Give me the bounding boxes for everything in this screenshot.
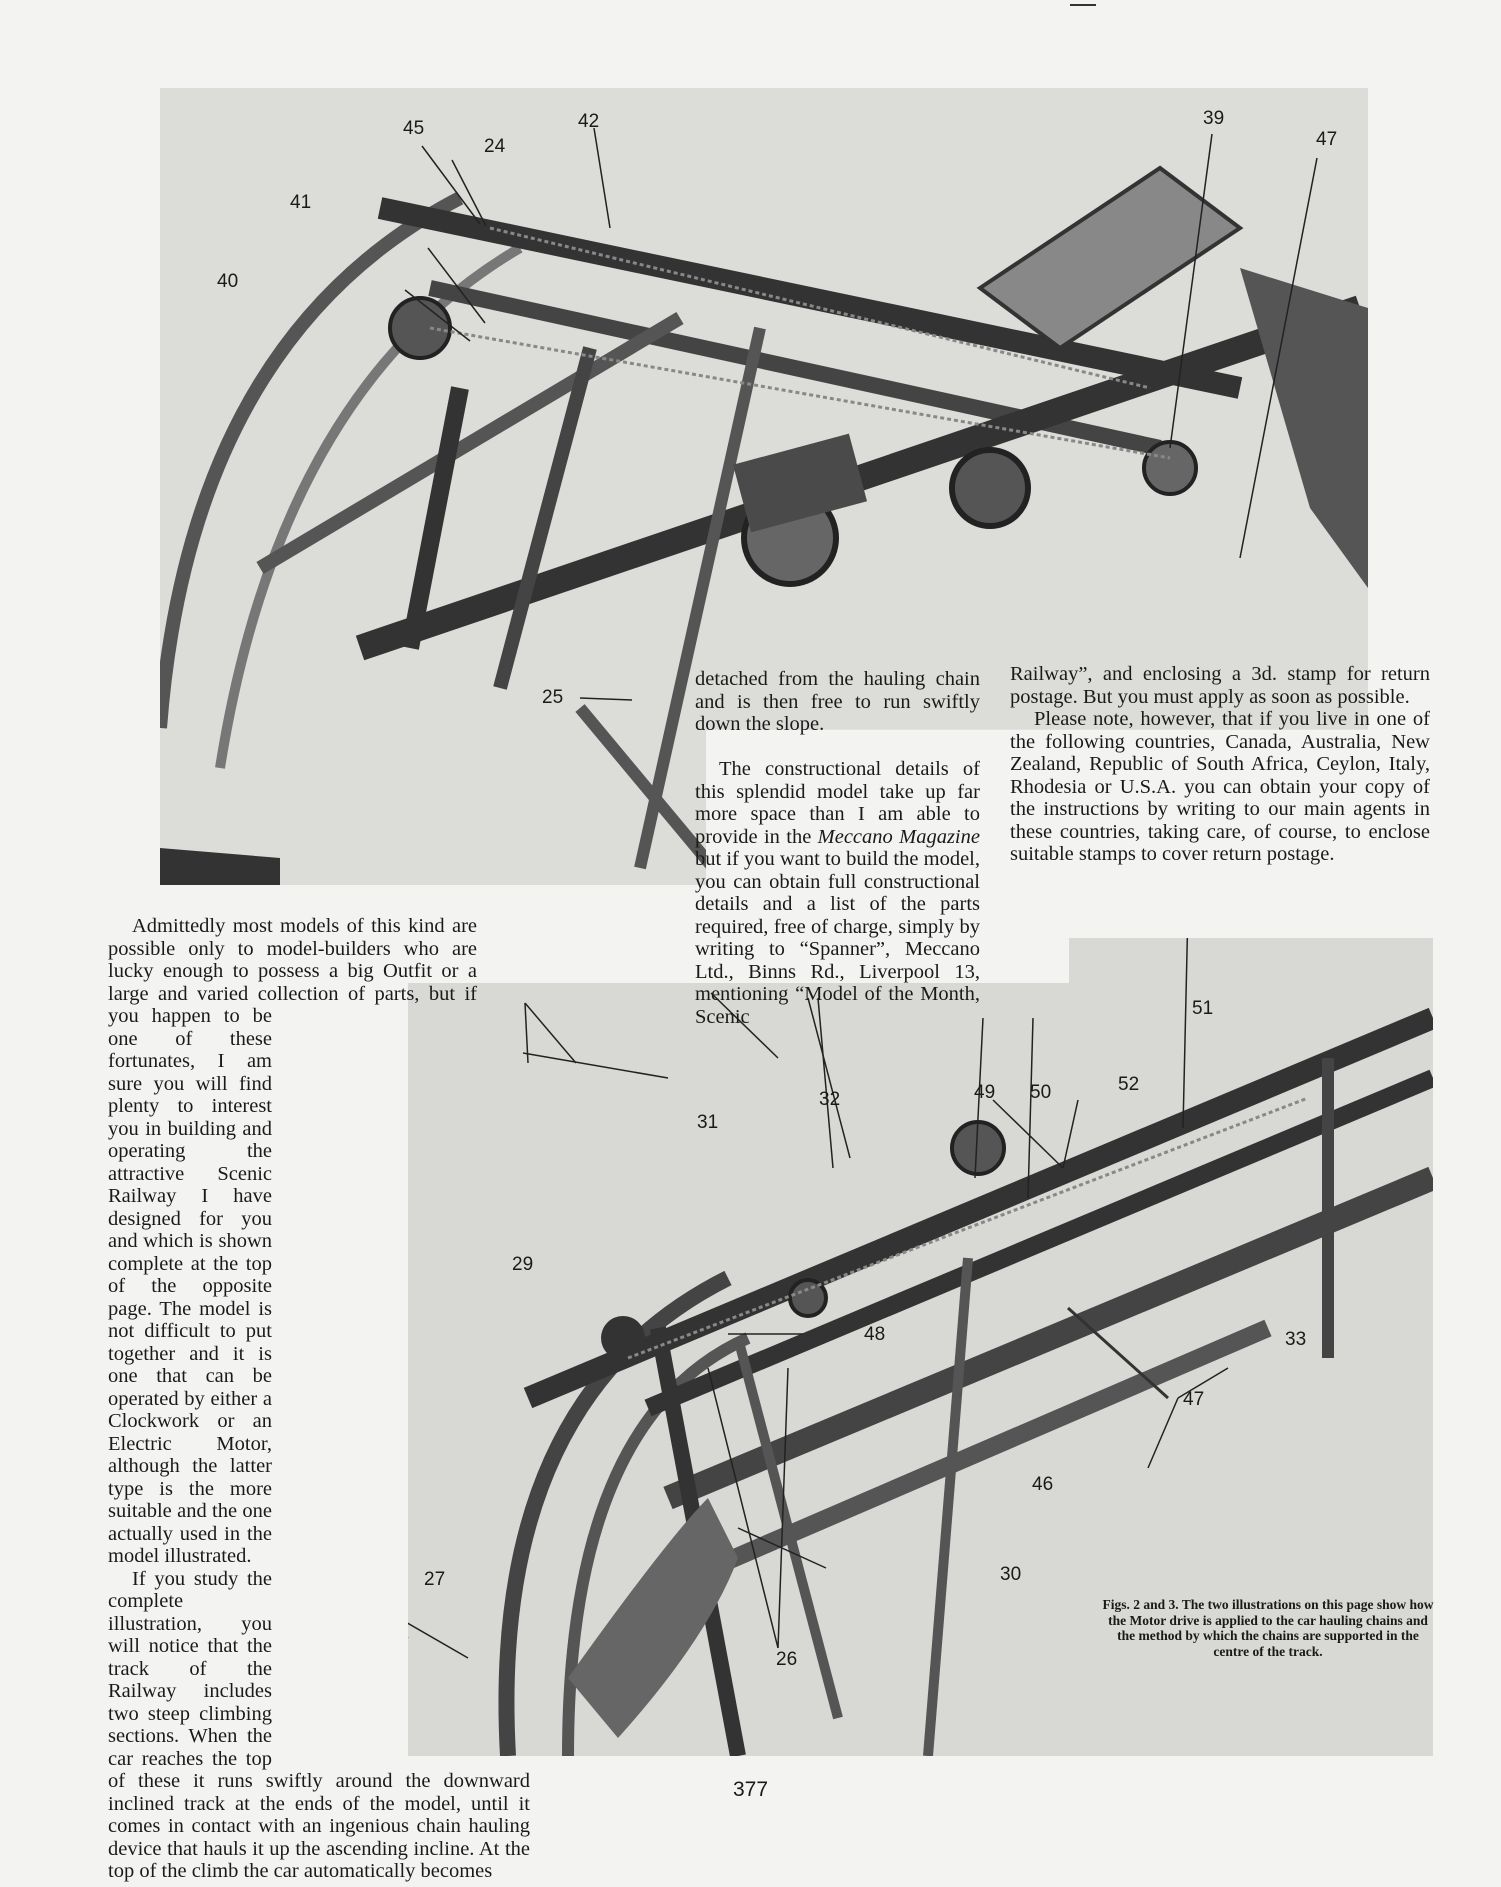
callout-39: 39 [1203,108,1225,129]
callout-45: 45 [403,118,425,139]
paragraph: Railway”, and enclosing a 3d. stamp for return postage. But you must apply as soon as possible. [1010,663,1430,708]
callout-25: 25 [542,687,564,708]
paragraph: The constructional details of this splendid model take up far more space than I am able to provide in the Meccano Magazine but if you want to build the model, you can obtain full constructional details and a list of the parts required, free of charge, simply by writing to “Spanner”, Meccano Ltd., Binns Rd., Liverpool 13, mentioning “Model of the Month, Scenic [695,758,980,1028]
article-column-middle-cont [695,758,980,1028]
crop-mark [1070,4,1096,6]
callout-24: 24 [484,136,506,157]
callout-41: 41 [290,192,312,213]
callout-30: 30 [1000,1564,1022,1585]
paragraph: Please note, however, that if you live in one of the following countries, Canada, Australia, New Zealand, Republic of South Africa, Ceylon, Italy, Rhodesia or U.S.A. you can obtain your copy of the instructions by writing to our main agents in these countries, taking care, of course, to enclose suitable stamps to cover return postage. [1010,708,1430,865]
callout-27: 27 [424,1569,446,1590]
callout-31: 31 [697,1112,719,1133]
callout-47-top: 47 [1316,129,1338,150]
paragraph: detached from the hauling chain and is then free to run swiftly down the slope. [695,668,980,735]
callout-46: 46 [1032,1474,1054,1495]
article-column-left [108,915,530,1883]
page-number: 377 [732,1778,769,1801]
callout-47-bottom: 47 [1183,1389,1205,1410]
callout-51: 51 [1192,998,1214,1019]
wrap-spacer [477,915,530,1010]
wrap-spacer [272,1010,530,1770]
paragraph: Admittedly most models of this kind are possible only to model-builders who are lucky enough to possess a big Outfit or a large and varied collection of parts, but if you happen to be one of these fortunates, I am sure you will find plenty to interest you in building and operating the attractive Scenic Railway I have designed for you and which is shown complete at the top of the opposite page. The model is not difficult to put together and it is one that can be operated by either a Clockwork or an Electric Motor, although the latter type is the more suitable and the one actually used in the model illustrated. [108,915,477,1567]
callout-32: 32 [819,1089,841,1110]
figure-caption: Figs. 2 and 3. The two illustrations on this page show how the Motor drive is applied to the car hauling chains and the method by which the chains are supported in the centre of the track. [1102,1597,1434,1659]
callout-26: 26 [776,1649,798,1670]
callout-48: 48 [864,1324,886,1345]
article-column-middle [695,668,980,736]
callout-33: 33 [1285,1329,1307,1350]
callout-40: 40 [217,271,239,292]
paragraph: If you study the complete illustration, you will notice that the track of the Railway includes two steep climbing sections. When the car reaches the top of these it runs swiftly around the downward inclined track at the ends of the model, until it comes in contact with an ingenious chain hauling device that hauls it up the ascending incline. At the top of the climb the car automatically becomes [108,1567,530,1882]
callout-52: 52 [1118,1074,1140,1095]
article-column-right [1010,663,1430,866]
callout-50: 50 [1030,1082,1052,1103]
callout-49: 49 [974,1082,996,1103]
callout-42: 42 [578,111,600,132]
callout-29: 29 [512,1254,534,1275]
